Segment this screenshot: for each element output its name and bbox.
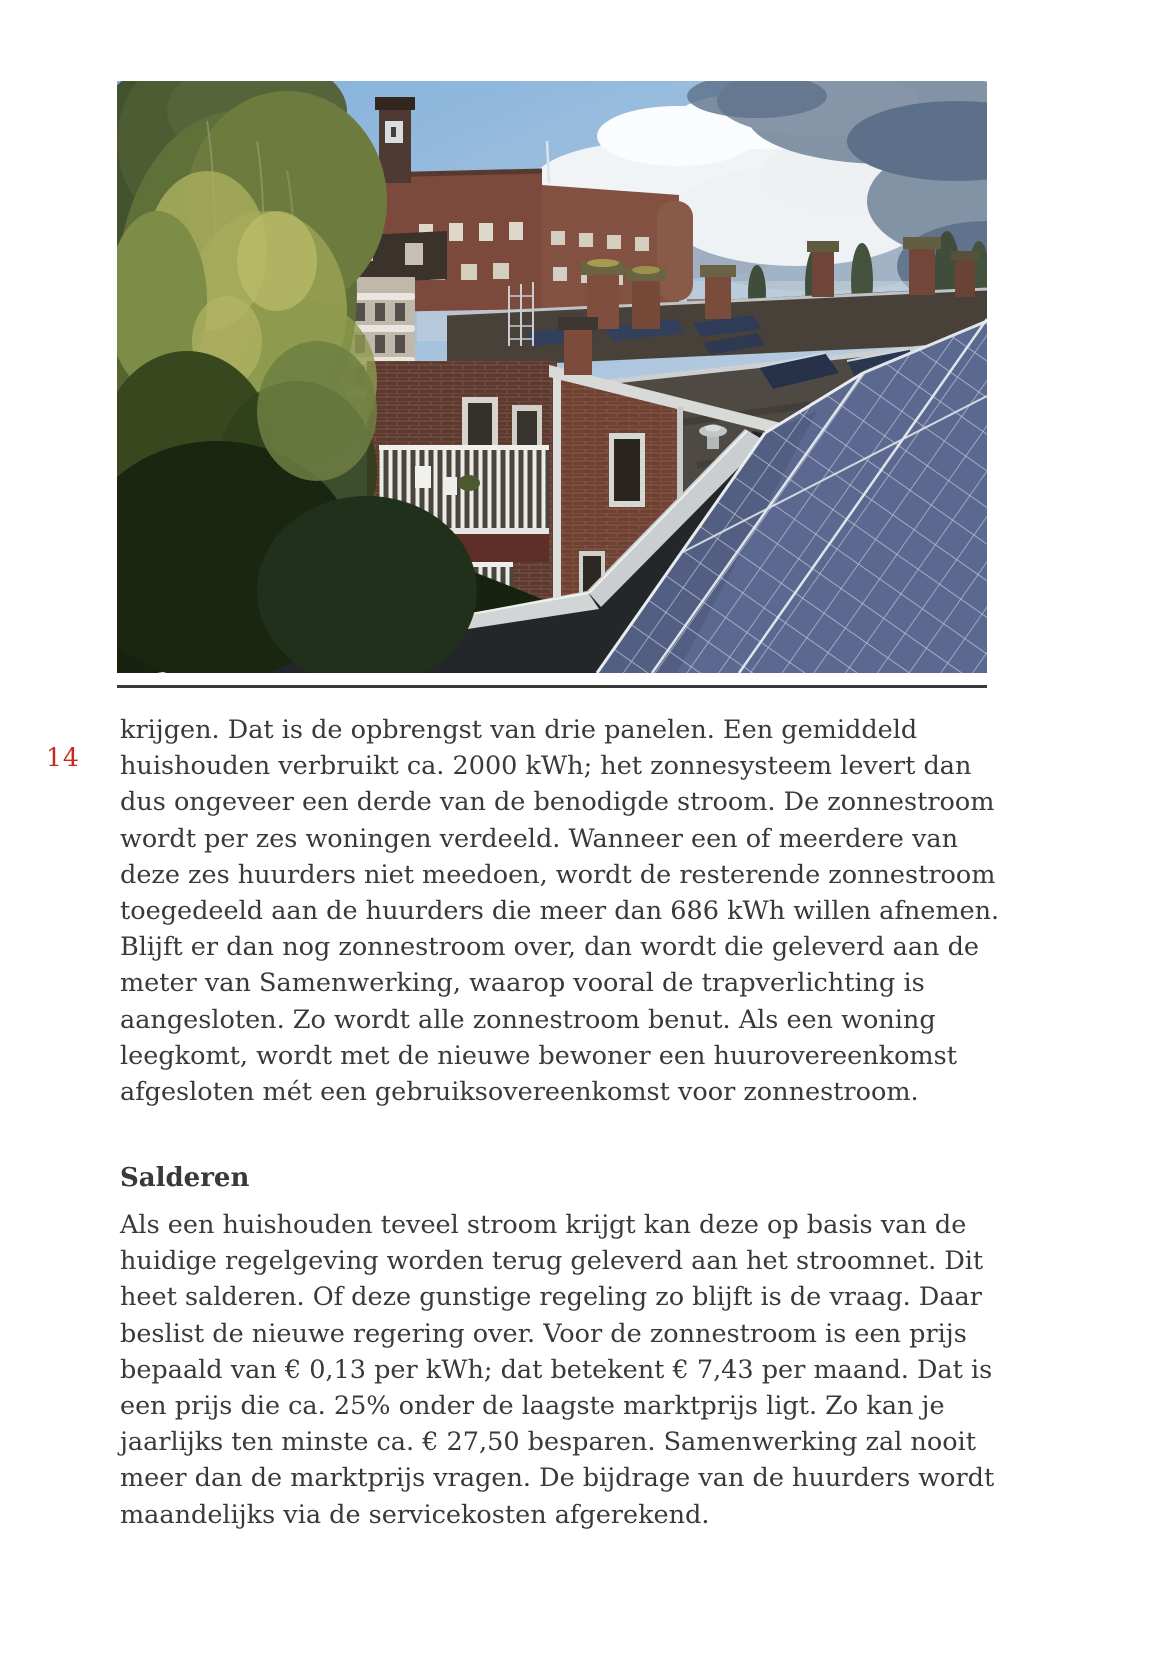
body-line: beslist de nieuwe regering over. Voor de zonnestroom is een prijs <box>120 1318 967 1349</box>
body-line: aangesloten. Zo wordt alle zonnestroom benut. Als een woning <box>120 1004 936 1035</box>
body-line: krijgen. Dat is de opbrengst van drie panelen. Een gemiddeld <box>120 715 918 745</box>
body-line: huidige regelgeving worden terug geleverd aan het stroomnet. Dit <box>120 1246 984 1277</box>
body-line: Blijft er dan nog zonnestroom over, dan wordt die geleverd aan de <box>120 932 979 963</box>
body-line: een prijs die ca. 25% onder de laagste marktprijs ligt. Zo kan je <box>120 1391 945 1422</box>
body-line: Als een huishouden teveel stroom krijgt kan deze op basis van de <box>120 1210 967 1240</box>
body-line: maandelijks via de servicekosten afgerekend. <box>120 1499 710 1530</box>
section-heading-block <box>120 1160 1040 1196</box>
page-number: 14 <box>46 743 80 772</box>
paragraph-1 <box>120 712 1040 1110</box>
body-line: deze zes huurders niet meedoen, wordt de resterende zonnestroom <box>120 859 996 890</box>
body-line: dus ongeveer een derde van de benodigde stroom. De zonnestroom <box>120 787 995 818</box>
rooftop-photo <box>117 81 987 673</box>
divider-rule <box>117 685 987 688</box>
body-line: bepaald van € 0,13 per kWh; dat betekent € 7,43 per maand. Dat is <box>120 1354 993 1385</box>
body-line: toegedeeld aan de huurders die meer dan 686 kWh willen afnemen. <box>120 896 1000 927</box>
body-line: huishouden verbruikt ca. 2000 kWh; het zonnesysteem levert dan <box>120 751 972 782</box>
body-line: wordt per zes woningen verdeeld. Wanneer een of meerdere van <box>120 823 958 854</box>
body-line: leegkomt, wordt met de nieuwe bewoner een huurovereenkomst <box>120 1040 957 1071</box>
rooftop-photo-art <box>117 81 987 673</box>
body-line: afgesloten mét een gebruiksovereenkomst voor zonnestroom. <box>120 1077 919 1108</box>
body-line: meer dan de marktprijs vragen. De bijdrage van de huurders wordt <box>120 1463 995 1494</box>
body-line: meter van Samenwerking, waarop vooral de trapverlichting is <box>120 968 925 999</box>
section-heading: Salderen <box>120 1163 250 1193</box>
body-line: jaarlijks ten minste ca. € 27,50 besparen. Samenwerking zal nooit <box>120 1427 976 1458</box>
paragraph-2 <box>120 1207 1040 1533</box>
body-line: heet salderen. Of deze gunstige regeling zo blijft is de vraag. Daar <box>120 1282 982 1313</box>
